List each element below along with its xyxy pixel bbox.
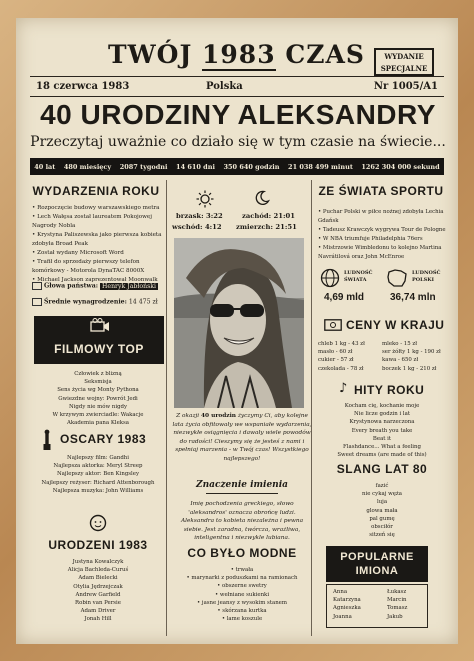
rise-time: 4:12 bbox=[204, 223, 222, 231]
oscar-statue-icon bbox=[42, 429, 52, 451]
list-item: Adam Bielecki bbox=[78, 575, 118, 582]
masthead-year: 1983 bbox=[202, 40, 276, 69]
sunset-time: 21:01 bbox=[273, 212, 295, 220]
list-item: Akademia pana Kleksa bbox=[66, 420, 130, 427]
list-item: glowa mała bbox=[366, 507, 398, 514]
subheadline: Przeczytaj uważnie co działo się w tym czasie na świecie... bbox=[30, 134, 446, 150]
list-item: • Został wydany Microsoft Word bbox=[32, 250, 124, 256]
list-item: Kocham cię, kochanie moje bbox=[344, 403, 420, 409]
names-right-list bbox=[387, 588, 407, 621]
names-title-line-1: POPULARNE bbox=[340, 551, 414, 563]
list-item: • Lech Wałęsa został laureatem Pokojowej bbox=[32, 214, 152, 220]
list-item: • skórzana kurtka bbox=[217, 608, 267, 615]
masthead-prefix: TWÓJ bbox=[108, 40, 193, 69]
list-item: • jasne jeansy z wysokim stanem bbox=[197, 599, 287, 606]
dedication-text bbox=[172, 412, 312, 463]
film-top-title: FILMOWY TOP bbox=[54, 342, 144, 356]
fashion-title: CO BYŁO MODNE bbox=[187, 546, 297, 560]
flag-icon bbox=[32, 282, 42, 290]
column-divider bbox=[166, 180, 167, 636]
price-item: chleb 1 kg - 43 zł bbox=[318, 341, 365, 347]
special-edition-badge bbox=[374, 48, 434, 76]
price-item: cukier - 57 zł bbox=[318, 357, 354, 364]
list-item: • Trafił do sprzedaży pierwszy telefon bbox=[32, 259, 140, 265]
births-list bbox=[30, 558, 166, 624]
price-item: masło - 60 zł bbox=[318, 349, 353, 356]
film-list bbox=[30, 370, 166, 427]
camera-icon bbox=[90, 318, 110, 332]
list-item: • lame koszule bbox=[221, 616, 263, 623]
divider bbox=[30, 96, 444, 97]
name-item: Joanna bbox=[333, 613, 352, 620]
sunrise-label: brzask: bbox=[176, 212, 204, 220]
newspaper-poster bbox=[16, 18, 458, 644]
masthead-title bbox=[108, 40, 365, 69]
name-meaning-title: Znaczenie imienia bbox=[196, 480, 288, 490]
names-title bbox=[326, 550, 428, 578]
list-item: Flashdance... What a feeling bbox=[343, 444, 421, 451]
list-item: • Michael Jackson zaprezentował Moonwalk bbox=[32, 277, 158, 283]
list-item: • Tadeusz Krawczyk wygrywa Tour de Pologne bbox=[318, 227, 446, 233]
oscars-list bbox=[30, 454, 166, 495]
world-label-1: LUDNOŚĆ bbox=[344, 270, 373, 276]
list-item: Nigdy nie mów nigdy bbox=[68, 403, 128, 410]
stat-weeks: 2087 tygodni bbox=[119, 162, 168, 171]
list-item: sitzeń się bbox=[369, 532, 395, 539]
list-item: Jonah Hill bbox=[84, 616, 112, 623]
list-item: zdobyła Broad Peak bbox=[32, 241, 88, 247]
list-item: • Mistrzowie Wimbledonu to kolejno Martina bbox=[318, 245, 442, 251]
list-item: fazić bbox=[375, 483, 389, 489]
issue-date: 18 czerwca 1983 bbox=[36, 81, 130, 92]
price-item: ser żółty 1 kg - 190 zł bbox=[382, 349, 441, 356]
list-item: Sens życia wg Monty Pythona bbox=[57, 387, 139, 394]
births-title: URODZENI 1983 bbox=[48, 538, 148, 552]
name-item: Łukasz bbox=[387, 589, 407, 595]
list-item: obsciłór bbox=[371, 524, 393, 531]
dusk-time: 21:51 bbox=[275, 223, 297, 231]
poland-population-value: 36,74 mln bbox=[390, 292, 436, 303]
list-item: Every breath you take bbox=[351, 427, 413, 434]
sun-icon bbox=[196, 190, 214, 208]
list-item: Justyna Kowalczyk bbox=[72, 559, 124, 565]
slang-title: SLANG LAT 80 bbox=[336, 462, 428, 476]
list-item: • obszerne swetry bbox=[217, 583, 267, 590]
dedication-bold: 40 urodzin bbox=[201, 413, 236, 419]
name-item: Jakub bbox=[387, 613, 403, 620]
list-item: Najlepszy film: Gandhi bbox=[67, 455, 129, 461]
badge-line-1: WYDANIE bbox=[384, 52, 424, 61]
popular-names-banner bbox=[326, 546, 428, 582]
oscars-title: OSCARY 1983 bbox=[60, 432, 147, 446]
list-item: Krystynowa narzeczona bbox=[349, 419, 415, 426]
popular-names-box bbox=[326, 584, 428, 628]
sunrise-time: 3:22 bbox=[206, 212, 223, 220]
price-item: boczek 1 kg - 210 zł bbox=[382, 365, 437, 372]
list-item: komórkowy - Motorola DynaTAC 8000X bbox=[32, 268, 145, 274]
world-population-value: 4,69 mld bbox=[324, 292, 365, 303]
stat-years: 40 lat bbox=[34, 162, 56, 171]
masthead-suffix: CZAS bbox=[285, 40, 365, 69]
issue-number: Nr 1005/A1 bbox=[373, 81, 438, 92]
dusk-label: zmierzch: bbox=[236, 223, 273, 231]
list-item: Sweet dreams (are made of this) bbox=[337, 452, 427, 459]
stat-hours: 350 640 godzin bbox=[223, 162, 280, 171]
events-list bbox=[32, 204, 164, 285]
slang-list bbox=[314, 482, 450, 539]
poland-population-label bbox=[412, 270, 440, 284]
list-item: • wełniane sukienki bbox=[214, 591, 270, 598]
list-item: • Krystyna Paliszewska jako pierwsza kobieta bbox=[32, 232, 162, 238]
poland-label-1: LUDNOŚĆ bbox=[412, 270, 441, 276]
list-item: Najlepsza muzyka: John Williams bbox=[52, 487, 144, 494]
masthead bbox=[16, 30, 458, 74]
list-item: luja bbox=[376, 499, 388, 506]
list-item: • trwała bbox=[230, 567, 254, 573]
salary-value: 14 475 zł bbox=[128, 298, 158, 306]
list-item: Gwiezdne wojny: Powrót Jedi bbox=[58, 395, 138, 402]
list-item: Człowiek z blizną bbox=[74, 371, 122, 377]
list-item: Adam Driver bbox=[80, 608, 116, 615]
poland-label-2: POLSKI bbox=[412, 277, 434, 283]
list-item: Seksmisja bbox=[84, 379, 112, 386]
moon-icon bbox=[254, 190, 270, 206]
age-stats-bar bbox=[30, 158, 444, 175]
list-item: Otylia Jędrzejczak bbox=[73, 583, 123, 590]
list-item: Andrew Garfield bbox=[75, 591, 121, 598]
prices-title: CENY W KRAJU bbox=[346, 318, 445, 332]
portrait-photo bbox=[174, 238, 304, 408]
dedication-post: życzymy Ci, aby kolejne lata życia obfitowały we wspaniałe wydarzenia, niezwykłe osiągnięcia i dawały wiele powodów do radości! Cieszymy się że jesteś z nami i spełniaj marzenia - w Twój czas! Wszystkiego najlepszego! bbox=[172, 413, 312, 462]
banknote-icon bbox=[324, 319, 342, 331]
names-left-list bbox=[333, 588, 361, 621]
list-item: • Puchar Polski w piłce nożnej zdobyła Lechia bbox=[318, 209, 444, 215]
music-note-icon: ♪ bbox=[339, 381, 348, 396]
list-item: Navrátilová oraz John McEnroe bbox=[318, 254, 405, 260]
hits-title: HITY ROKU bbox=[354, 383, 425, 397]
prices-left-list bbox=[318, 340, 384, 373]
list-item: Najlepsza aktorka: Meryl Streep bbox=[53, 463, 143, 470]
dedication-pre: Z okazji bbox=[176, 413, 202, 419]
fashion-list bbox=[172, 566, 312, 623]
name-item: Tomasz bbox=[387, 605, 408, 612]
issue-country: Polska bbox=[206, 81, 243, 92]
rise-label: wschód: bbox=[172, 223, 203, 231]
head-of-state-label: Głowa państwa: bbox=[43, 282, 99, 290]
world-population-label bbox=[344, 270, 372, 284]
list-item: • W NBA triumfuje Philadelphia 76ers bbox=[318, 236, 423, 242]
list-item: W krzywym zwierciadle: Wakacje bbox=[52, 412, 144, 419]
list-item: Beat it bbox=[372, 435, 392, 442]
badge-line-2: SPECJALNE bbox=[380, 64, 428, 73]
events-title: WYDARZENIA ROKU bbox=[32, 184, 160, 198]
hits-list bbox=[314, 402, 450, 459]
sport-title: ZE ŚWIATA SPORTU bbox=[318, 184, 444, 198]
poland-map-icon bbox=[386, 268, 408, 288]
name-meaning-text: Imię pochodzenia greckiego, słowo 'aleksandros' oznacza obrońcę ludzi. Aleksandra to kobieta niezależna i pewna siebie. Jest zaradna, twórcza, wrażliwa, inteligentna i niezwykle lubiana. bbox=[180, 501, 304, 541]
head-of-state-value: Henryk Jabłoński bbox=[102, 282, 156, 290]
price-item: czekolada - 78 zł bbox=[318, 365, 364, 372]
film-top-banner bbox=[34, 316, 164, 364]
world-label-2: ŚWIATA bbox=[344, 277, 367, 283]
list-item: Gdańsk bbox=[318, 218, 339, 224]
list-item: Alicja Bachleda-Curuś bbox=[67, 567, 129, 574]
stat-seconds: 1262 304 000 sekund bbox=[361, 162, 440, 171]
price-item: mleko - 15 zł bbox=[382, 341, 417, 347]
divider bbox=[30, 76, 444, 77]
list-item: • marynarki z poduszkami na ramionach bbox=[186, 575, 298, 582]
names-title-line-2: IMIONA bbox=[355, 565, 399, 577]
dateline bbox=[30, 79, 444, 93]
price-item: kawa - 650 zł bbox=[382, 357, 419, 364]
stat-days: 14 610 dni bbox=[176, 162, 215, 171]
headline: 40 URODZINY ALEKSANDRY bbox=[40, 99, 436, 130]
list-item: nie cykaj węża bbox=[362, 491, 402, 498]
name-item: Katarzyna bbox=[333, 597, 361, 604]
list-item: pal gumę bbox=[369, 515, 395, 522]
globe-icon bbox=[320, 268, 340, 288]
salary-label: Średnie wynagrodzenie: bbox=[43, 298, 127, 306]
ornament-divider bbox=[206, 493, 278, 494]
name-item: Agnieszka bbox=[333, 605, 361, 612]
sunset-label: zachód: bbox=[242, 212, 272, 220]
baby-face-icon bbox=[89, 514, 107, 532]
money-icon bbox=[32, 298, 42, 306]
prices-right-list bbox=[382, 340, 452, 373]
stat-minutes: 21 038 499 minut bbox=[288, 162, 353, 171]
list-item: Najlepszy reżyser: Richard Attenborough bbox=[41, 479, 155, 486]
average-salary bbox=[32, 298, 164, 307]
head-of-state bbox=[32, 282, 164, 291]
list-item: Nie licze godzin i lat bbox=[354, 411, 410, 418]
name-item: Marcin bbox=[387, 597, 407, 604]
list-item: Nagrody Nobla bbox=[32, 223, 76, 229]
stat-months: 480 miesięcy bbox=[63, 162, 112, 171]
sport-list bbox=[318, 208, 450, 262]
list-item: • Rozpoczęcie budowy warszawskiego metra bbox=[32, 205, 160, 211]
list-item: Robin van Persie bbox=[75, 600, 121, 607]
list-item: Najlepszy aktor: Ben Kingsley bbox=[56, 471, 140, 478]
name-item: Anna bbox=[333, 589, 348, 595]
